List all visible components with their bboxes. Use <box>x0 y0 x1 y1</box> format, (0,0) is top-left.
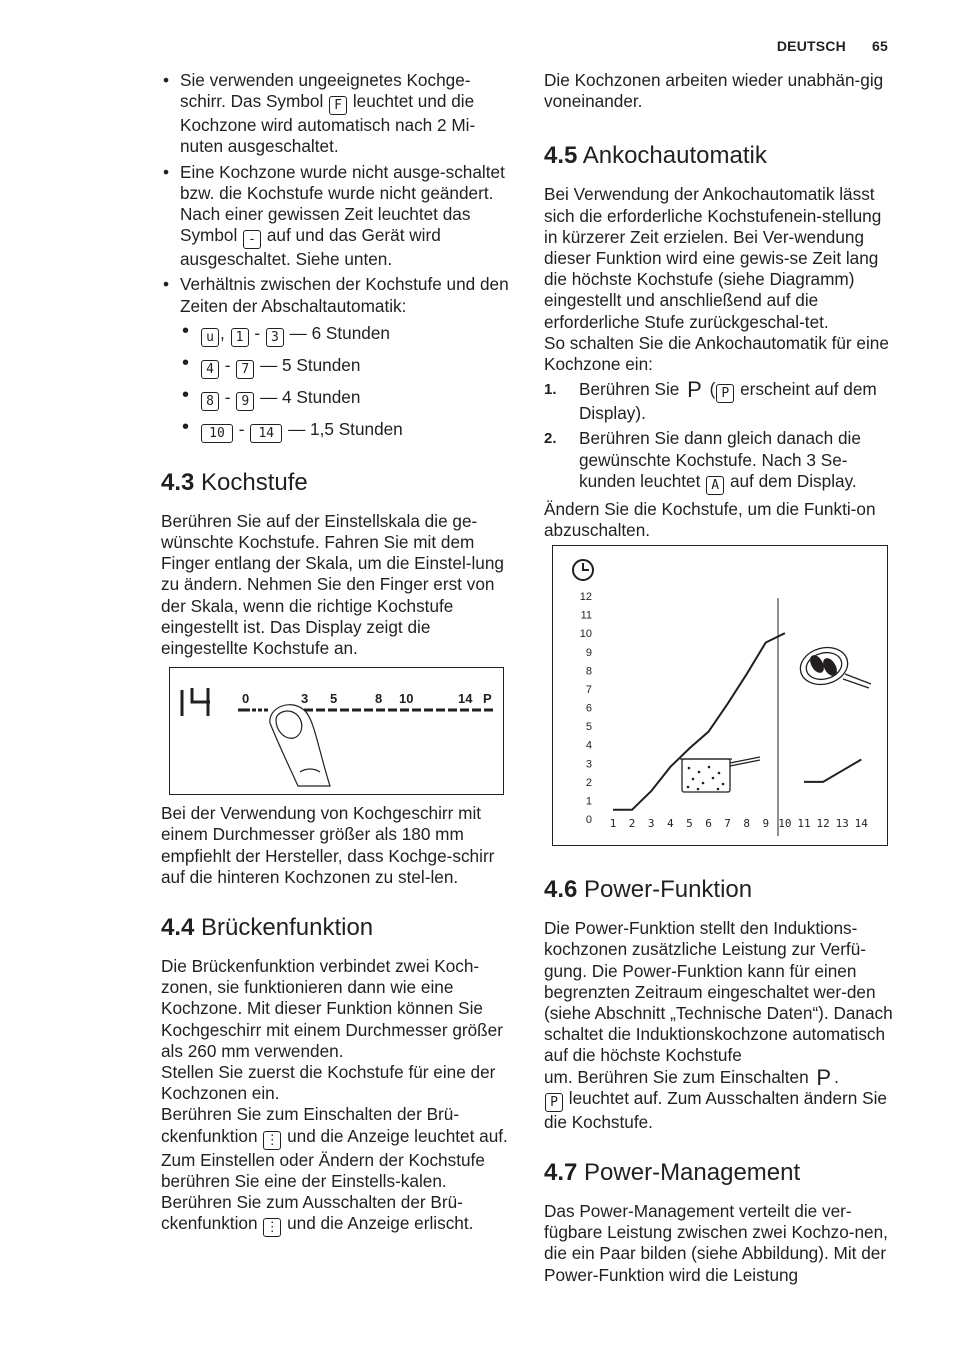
y-tick-label: 3 <box>585 758 592 771</box>
y-tick-label: 1 <box>585 795 592 808</box>
level-symbol-icon: 8 <box>201 392 219 411</box>
paragraph: Die Brückenfunktion verbindet zwei Koch-zonen, sie funktionieren dann wie eine Kochzone. Mit dieser Funktion können Sie Kochgeschirr mit einem Durchmesser größer als 260 mm verwenden. <box>161 956 503 1061</box>
y-tick-label: 12 <box>579 591 592 604</box>
section-heading-4-5: 4.5 Ankochautomatik <box>544 142 767 170</box>
y-tick-label: 0 <box>585 814 592 827</box>
level-symbol-icon: 14 <box>250 424 282 443</box>
header-section: DEUTSCH <box>776 38 846 54</box>
list-item: • 10 - 14 — 1,5 Stunden <box>180 419 513 443</box>
finger-icon <box>270 705 330 786</box>
paragraph: Berühren Sie zum Einschalten der Brü- ckenfunktion ⋮ und die Anzeige leuchtet auf. Zum Einstellen oder Ändern der Kochstufe berühren Sie eine der Einstells-kalen. <box>161 1104 508 1191</box>
shutoff-time-list <box>180 323 513 443</box>
left-column <box>161 70 513 1237</box>
y-tick-label: 4 <box>585 739 592 752</box>
y-tick-label: 6 <box>585 702 592 715</box>
scale-label: 5 <box>330 691 338 707</box>
p-symbol-icon: P <box>545 1093 563 1112</box>
section-heading-4-3: 4.3 Kochstufe <box>161 468 308 496</box>
power-p-icon: P <box>687 377 702 403</box>
scale-label: P <box>483 691 492 707</box>
seven-segment-display-icon <box>182 688 210 716</box>
paragraph: So schalten Sie die Ankochautomatik für eine Kochzone ein: <box>544 332 889 375</box>
y-tick-label: 5 <box>585 721 592 734</box>
level-symbol-icon: 10 <box>201 424 233 443</box>
paragraph: Ändern Sie die Kochstufe, um die Funkti-on abzuschalten. <box>544 498 876 541</box>
paragraph: Berühren Sie auf der Einstellskala die ge-wünschte Kochstufe. Fahren Sie mit dem Finger entlang der Skala, um die Einstel-lung zu ändern. Nehmen Sie den Finger erst von der Skala, wenn die richtige Kochstufe eingestellt ist. Das Display zeigt die eingestellte Kochstufe an. <box>161 510 504 659</box>
scale-label: 14 <box>458 691 473 707</box>
y-tick-label: 2 <box>585 777 592 790</box>
warning-list <box>161 70 513 443</box>
dash-symbol-icon: - <box>243 230 261 249</box>
list-item: • u , 1 - 3 — 6 Stunden <box>180 323 513 347</box>
list-item: • Eine Kochzone wurde nicht ausge-schaltet bzw. die Kochstufe wurde nicht geändert. Nach einer gewissen Zeit leuchtet das Symbol - auf und das Gerät wird ausgeschaltet. Siehe unten. <box>161 162 513 271</box>
paragraph: Bei Verwendung der Ankochautomatik lässt sich die erforderliche Kochstufenein-stellung in kürzerer Zeit erzielen. Bei Ver-wendung dieser Funktion wird eine gewis-se Zeit lang die höchste Kochstufe (siehe Diagramm) eingestellt und anschließend auf die erforderliche Stufe zurückgeschal-tet. <box>544 184 882 332</box>
a-symbol-icon: A <box>706 476 724 495</box>
list-item: • Sie verwenden ungeeignetes Kochge- schirr. Das Symbol F leuchtet und die Kochzone wird automatisch nach 2 Mi-nuten ausgeschaltet. <box>161 70 513 158</box>
level-symbol-icon: 9 <box>236 392 254 411</box>
paragraph: P leuchtet auf. Zum Ausschalten ändern Sie die Kochstufe. <box>544 1087 887 1132</box>
y-tick-label: 9 <box>585 647 592 659</box>
section-heading-4-6: 4.6 Power-Funktion <box>544 876 753 904</box>
x-tick-label: 9 <box>762 817 770 831</box>
clock-icon <box>573 560 593 580</box>
paragraph: Stellen Sie zuerst die Kochstufe für eine der Kochzonen ein. <box>161 1062 496 1104</box>
paragraph: um. Berühren Sie zum Einschalten P . <box>544 1064 839 1090</box>
section-heading-4-7: 4.7 Power-Management <box>544 1159 801 1187</box>
power-p-icon: P <box>816 1064 832 1090</box>
scale-label: 10 <box>399 691 414 707</box>
chart-svg <box>553 546 887 845</box>
x-tick-label: 4 <box>666 817 674 831</box>
list-item: • 4 - 7 — 5 Stunden <box>180 355 513 379</box>
page-number: 65 <box>872 38 888 54</box>
page-header <box>755 38 888 54</box>
x-tick-label: 6 <box>705 817 712 831</box>
x-tick-label: 11 <box>797 817 811 831</box>
paragraph: Die Power-Funktion stellt den Induktions-kochzonen zusätzliche Leistung zur Verfü-gung. Die Power-Funktion kann für einen begrenzten Zeitraum eingeschaltet wer-den (siehe Abschnitt „Technische Daten“). Danach schaltet die Induktionskochzone automatisch auf die höchste Kochstufe <box>544 918 893 1066</box>
level-symbol-icon: 7 <box>236 360 254 379</box>
x-tick-label: 10 <box>778 817 792 831</box>
control-panel-illustration <box>169 667 504 795</box>
x-tick-label: 13 <box>835 817 849 831</box>
paragraph: Berühren Sie zum Ausschalten der Brü- ckenfunktion ⋮ und die Anzeige erlischt. <box>161 1192 474 1236</box>
level-symbol-icon: 3 <box>266 328 284 347</box>
y-tick-label: 10 <box>579 628 592 641</box>
pot-icon <box>680 757 760 792</box>
x-tick-label: 5 <box>686 817 693 831</box>
scale-label: 8 <box>375 691 383 707</box>
y-tick-label: 11 <box>580 609 592 622</box>
x-tick-label: 3 <box>647 817 655 831</box>
list-item: • 8 - 9 — 4 Stunden <box>180 387 513 411</box>
list-item: 1. Berühren Sie P ( P erscheint auf dem Display). <box>544 377 877 424</box>
p-symbol-icon: P <box>716 384 734 403</box>
bridge-icon: ⋮ <box>263 1218 281 1237</box>
x-tick-label: 2 <box>628 817 636 831</box>
y-tick-label: 8 <box>585 665 592 678</box>
x-tick-label: 1 <box>609 817 617 831</box>
level-symbol-icon: u <box>201 328 219 347</box>
level-symbol-icon: 1 <box>231 328 249 347</box>
right-column <box>544 70 894 1286</box>
steps-list <box>544 379 894 495</box>
series-line-1 <box>804 760 861 782</box>
y-tick-label: 7 <box>585 684 592 697</box>
x-tick-label: 14 <box>854 817 868 831</box>
paragraph: Die Kochzonen arbeiten wieder unabhän-gig voneinander. <box>544 70 884 112</box>
list-item: • Verhältnis zwischen der Kochstufe und den Zeiten der Abschaltautomatik: • u , 1 - 3 — 6 Stunden • 4 - 7 — 5 Stunden • 8 - 9 — 4 Stunden • 10 - 14 — 1,5 Stunden <box>161 274 513 442</box>
bridge-icon: ⋮ <box>263 1131 281 1150</box>
frying-pan-icon <box>796 643 871 690</box>
list-item: 2. Berühren Sie dann gleich danach die gewünschte Kochstufe. Nach 3 Se- kunden leuchtet A auf dem Display. <box>544 428 861 493</box>
boil-chart <box>552 545 888 846</box>
level-symbol-icon: 4 <box>201 360 219 379</box>
x-tick-label: 12 <box>816 817 830 831</box>
scale-label: 0 <box>242 691 250 707</box>
x-tick-label: 7 <box>724 817 731 831</box>
paragraph: Bei der Verwendung von Kochgeschirr mit einem Durchmesser größer als 180 mm empfiehlt der Hersteller, dass Kochge-schirr auf die hinteren Kochzonen zu stel-len. <box>161 803 495 887</box>
error-f-symbol-icon: F <box>329 96 347 115</box>
x-tick-label: 8 <box>743 817 751 831</box>
scale-label: 3 <box>301 691 309 707</box>
paragraph: Das Power-Management verteilt die ver-fügbare Leistung zwischen zwei Kochzo-nen, die ein Paar bilden (siehe Abbildung). Mit der Power-Funktion wird die Leistung <box>544 1201 888 1285</box>
section-heading-4-4: 4.4 Brückenfunktion <box>161 914 374 942</box>
